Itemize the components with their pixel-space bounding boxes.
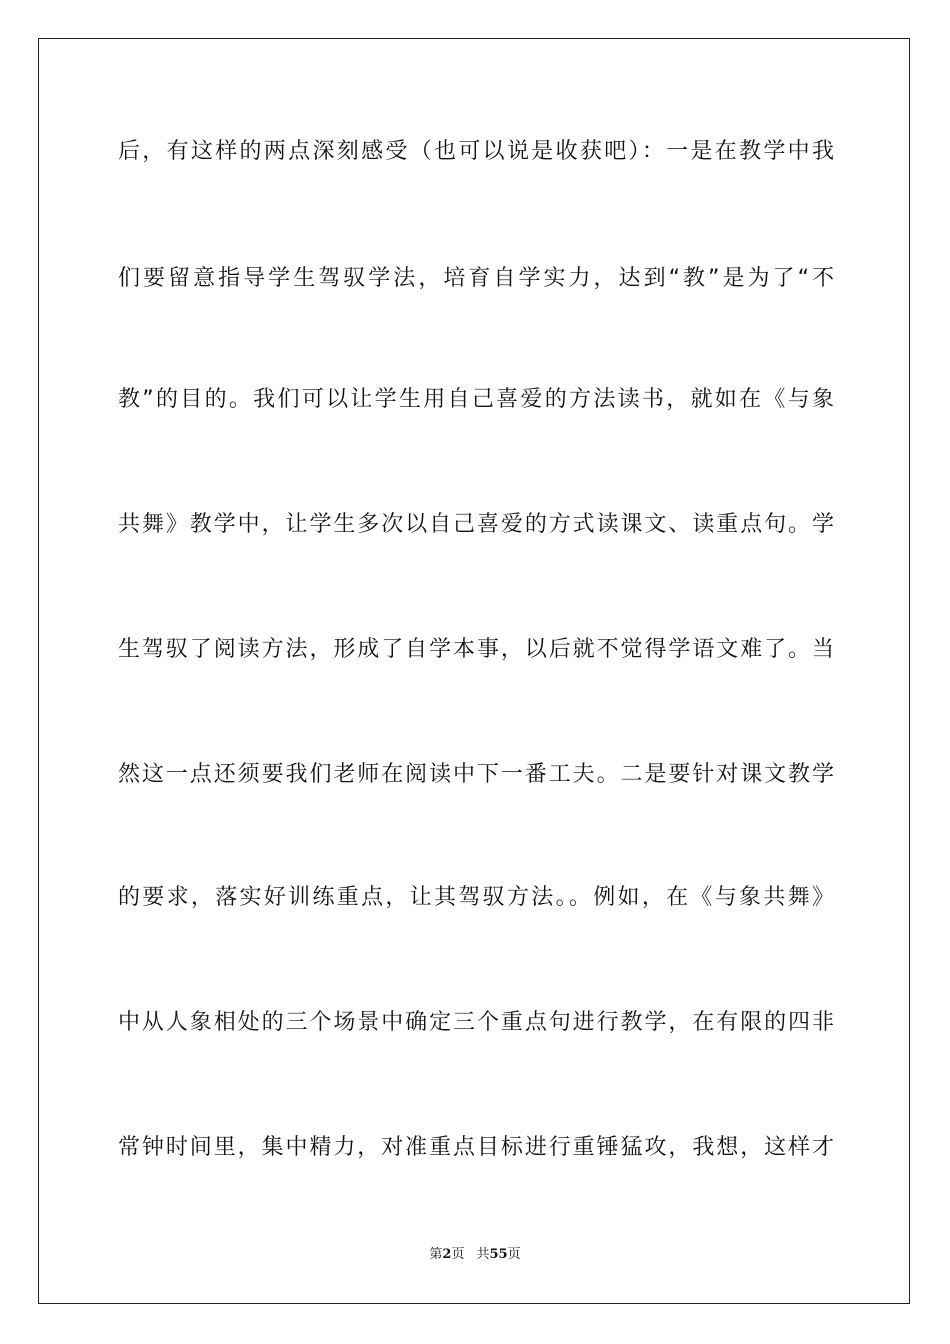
- text-line: 教”的目的。我们可以让学生用自己喜爱的方法读书，就如在《与象: [118, 387, 834, 412]
- page-prefix: 第: [429, 1247, 443, 1262]
- page-suffix: 页: [451, 1247, 465, 1262]
- page-number: 2: [442, 1247, 452, 1262]
- page-footer: [0, 1246, 950, 1264]
- text-line: 然这一点还须要我们老师在阅读中下一番工夫。二是要针对课文教学: [118, 762, 834, 787]
- text-line: 共舞》教学中，让学生多次以自己喜爱的方式读课文、读重点句。学: [118, 512, 834, 537]
- total-prefix: 共: [476, 1247, 490, 1262]
- text-line: 生驾驭了阅读方法，形成了自学本事，以后就不觉得学语文难了。当: [118, 637, 834, 662]
- text-line: 们要留意指导学生驾驭学法，培育自学实力，达到“教”是为了“不: [118, 266, 834, 291]
- page-border: [38, 38, 910, 1304]
- text-line: 中从人象相处的三个场景中确定三个重点句进行教学，在有限的四非: [118, 1010, 834, 1035]
- total-pages: 55: [489, 1247, 508, 1262]
- text-line: 常钟时间里，集中精力，对准重点目标进行重锤猛攻，我想，这样才: [118, 1135, 834, 1160]
- text-line: 后，有这样的两点深刻感受（也可以说是收获吧）：一是在教学中我: [118, 139, 834, 164]
- text-line: 的要求，落实好训练重点，让其驾驭方法。。例如，在《与象共舞》: [118, 885, 834, 910]
- total-suffix: 页: [507, 1247, 521, 1262]
